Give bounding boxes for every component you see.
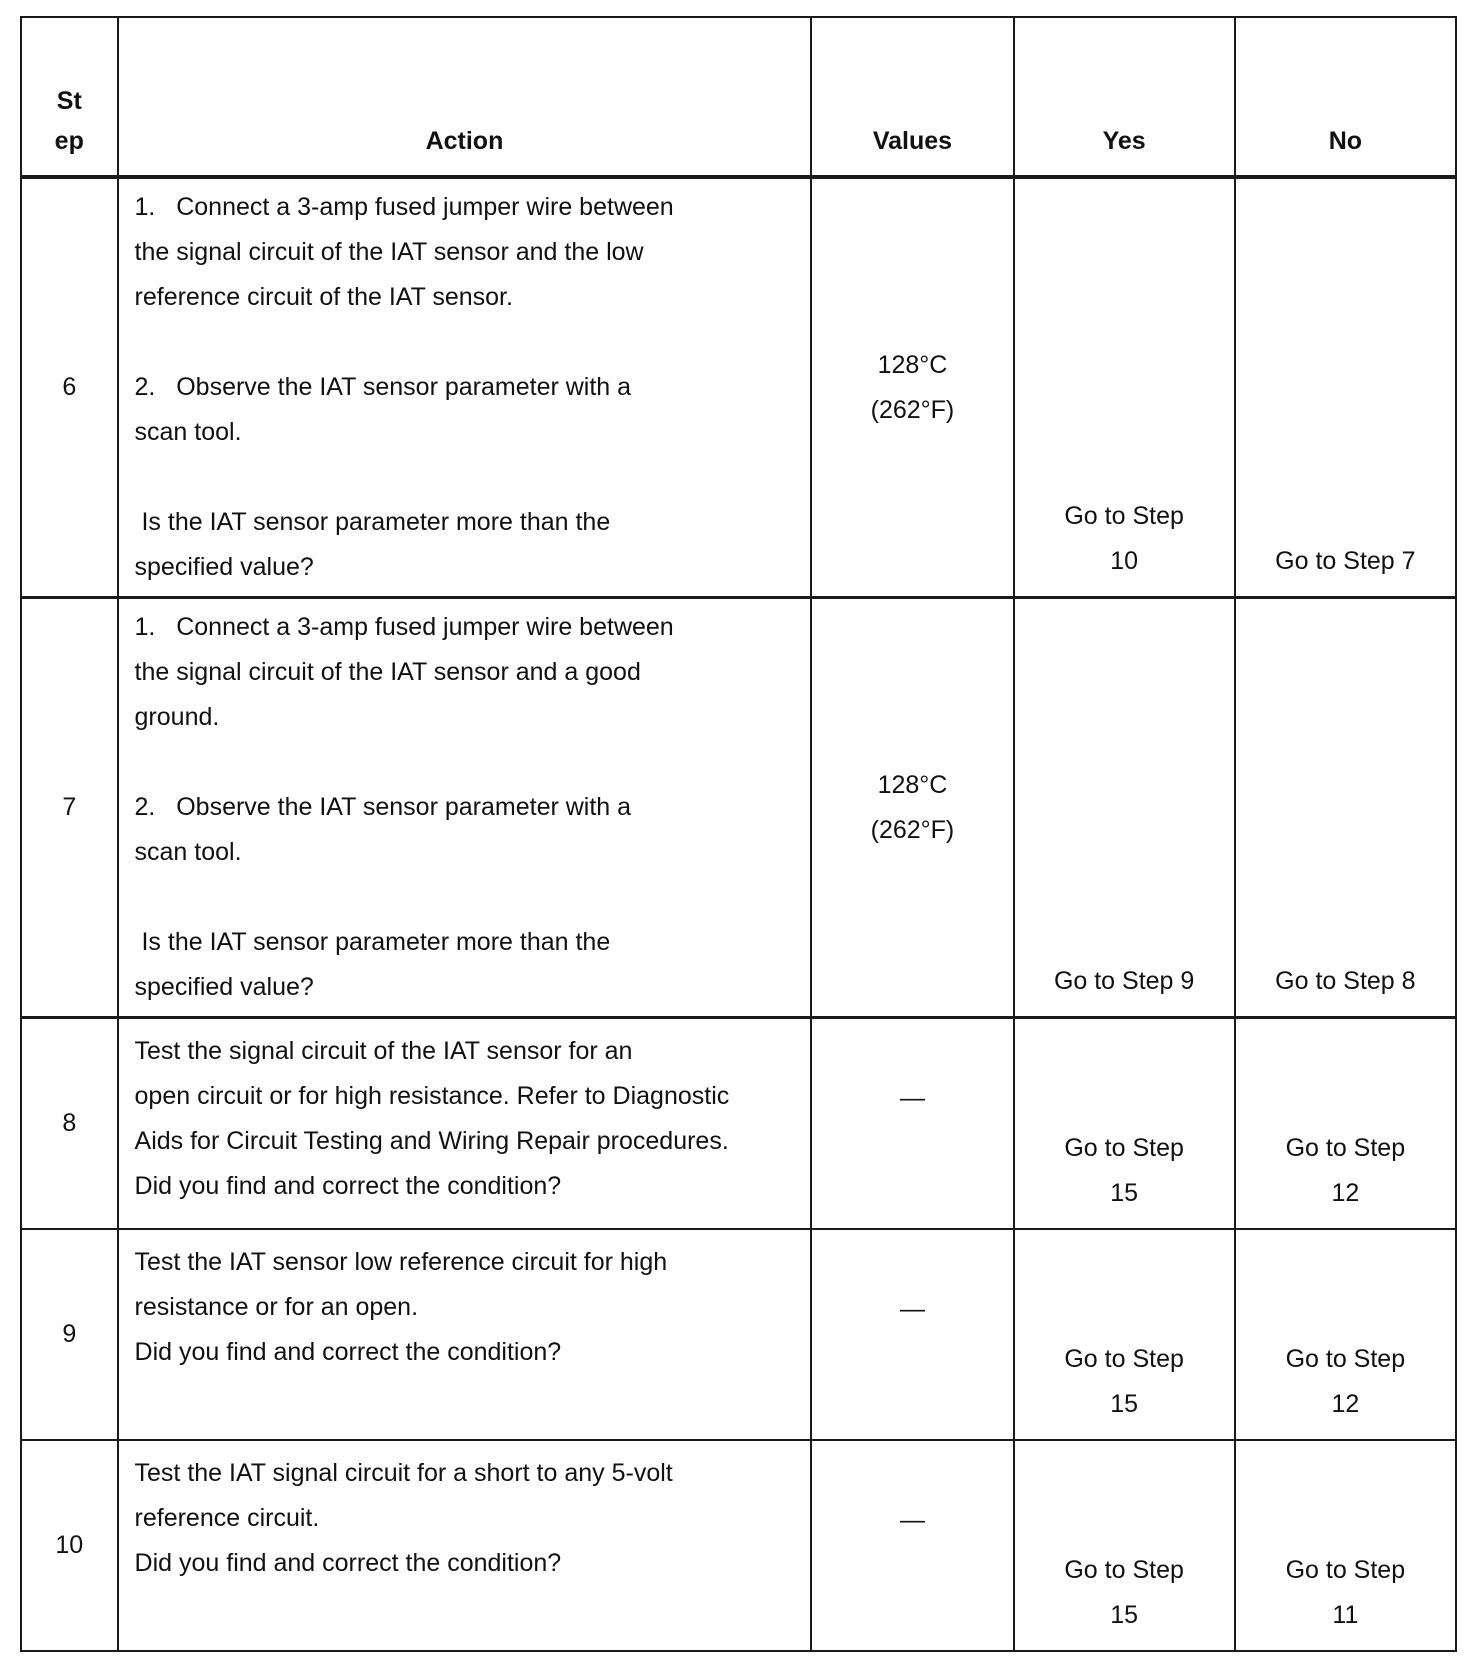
no-goto-link: Go to Step [1285, 1134, 1406, 1162]
action-line: 1. Connect a 3-amp fused jumper wire between [134, 613, 674, 641]
action-line [135, 455, 791, 500]
no-cell [1235, 177, 1456, 598]
yes-cell [1014, 1229, 1235, 1440]
yes-goto-link: Go to Step [1064, 1134, 1184, 1162]
action-line: reference circuit of the IAT sensor. [134, 283, 513, 311]
value-primary: — [899, 1505, 925, 1534]
table-row [21, 1018, 1456, 1230]
action-line: specified value? [134, 553, 314, 581]
action-line: scan tool. [134, 418, 242, 446]
action-cell [118, 1229, 812, 1440]
no-goto-link: Go to Step [1285, 1556, 1406, 1584]
action-line: Did you find and correct the condition? [134, 1172, 562, 1200]
header-step: St ep [21, 17, 118, 177]
header-no: No [1235, 17, 1456, 177]
yes-goto-step-number: 15 [1110, 1179, 1139, 1207]
action-line: reference circuit. [134, 1504, 320, 1532]
table-row [21, 1440, 1456, 1651]
action-line: specified value? [134, 973, 314, 1001]
yes-goto-link: Go to Step [1064, 1556, 1184, 1584]
header-values: Values [811, 17, 1013, 177]
step-number: 9 [21, 1229, 118, 1440]
value-secondary: (262°F) [870, 395, 955, 424]
values-cell [811, 598, 1013, 1018]
action-cell [118, 1018, 812, 1230]
values-cell [811, 1229, 1013, 1440]
values-cell [811, 1440, 1013, 1651]
action-line: Is the IAT sensor parameter more than the [134, 928, 611, 956]
step-number: 6 [21, 177, 118, 598]
action-line: Aids for Circuit Testing and Wiring Repair procedures. [134, 1127, 729, 1155]
action-line [135, 740, 791, 785]
action-line: 2. Observe the IAT sensor parameter with a [134, 373, 632, 401]
yes-goto-link: Go to Step [1064, 502, 1184, 530]
action-line: 1. Connect a 3-amp fused jumper wire between [134, 193, 674, 221]
value-secondary: (262°F) [870, 815, 955, 844]
yes-goto-link: Go to Step [1064, 1345, 1184, 1373]
action-line [135, 875, 791, 920]
table-row [21, 177, 1456, 598]
no-goto-step-number: 12 [1331, 1390, 1360, 1418]
yes-cell [1014, 598, 1235, 1018]
header-row [21, 17, 1456, 177]
value-primary: 128°C [877, 770, 948, 799]
value-primary: — [899, 1294, 925, 1323]
yes-goto-step-number: 15 [1110, 1390, 1139, 1418]
action-cell [118, 1440, 812, 1651]
header-yes: Yes [1014, 17, 1235, 177]
action-line [135, 320, 791, 365]
action-line: Did you find and correct the condition? [134, 1338, 562, 1366]
action-line: 2. Observe the IAT sensor parameter with a [134, 793, 632, 821]
no-cell [1235, 1018, 1456, 1230]
action-line: Is the IAT sensor parameter more than the [134, 508, 611, 536]
action-line: ground. [134, 703, 220, 731]
action-line: the signal circuit of the IAT sensor and the low [134, 238, 644, 266]
yes-goto-step-number: 10 [1110, 547, 1139, 575]
value-primary: 128°C [877, 350, 948, 379]
no-cell [1235, 598, 1456, 1018]
no-goto-step-number: 11 [1332, 1601, 1359, 1629]
yes-cell [1014, 1018, 1235, 1230]
action-line: Test the signal circuit of the IAT sensor for an [134, 1037, 633, 1065]
diagnostic-table [20, 16, 1457, 1652]
action-cell [118, 177, 812, 598]
no-goto-link: Go to Step 7 [1275, 547, 1416, 575]
step-number: 8 [21, 1018, 118, 1230]
action-line: scan tool. [134, 838, 242, 866]
step-number: 7 [21, 598, 118, 1018]
action-cell [118, 598, 812, 1018]
action-line: resistance or for an open. [134, 1293, 419, 1321]
values-cell [811, 1018, 1013, 1230]
yes-cell [1014, 177, 1235, 598]
yes-goto-step-number: 15 [1110, 1601, 1139, 1629]
action-line: Test the IAT signal circuit for a short to any 5-volt [134, 1459, 673, 1487]
action-line: the signal circuit of the IAT sensor and a good [134, 658, 641, 686]
no-goto-link: Go to Step 8 [1275, 967, 1416, 995]
no-cell [1235, 1229, 1456, 1440]
yes-cell [1014, 1440, 1235, 1651]
action-line: open circuit or for high resistance. Refer to Diagnostic [134, 1082, 730, 1110]
no-goto-step-number: 12 [1331, 1179, 1360, 1207]
action-line: Did you find and correct the condition? [134, 1549, 562, 1577]
header-action: Action [118, 17, 812, 177]
step-number: 10 [21, 1440, 118, 1651]
table-row [21, 1229, 1456, 1440]
yes-goto-link: Go to Step 9 [1053, 967, 1195, 995]
no-cell [1235, 1440, 1456, 1651]
values-cell [811, 177, 1013, 598]
action-line: Test the IAT sensor low reference circuit for high [134, 1248, 668, 1276]
value-primary: — [899, 1083, 925, 1112]
no-goto-link: Go to Step [1285, 1345, 1406, 1373]
table-row [21, 598, 1456, 1018]
